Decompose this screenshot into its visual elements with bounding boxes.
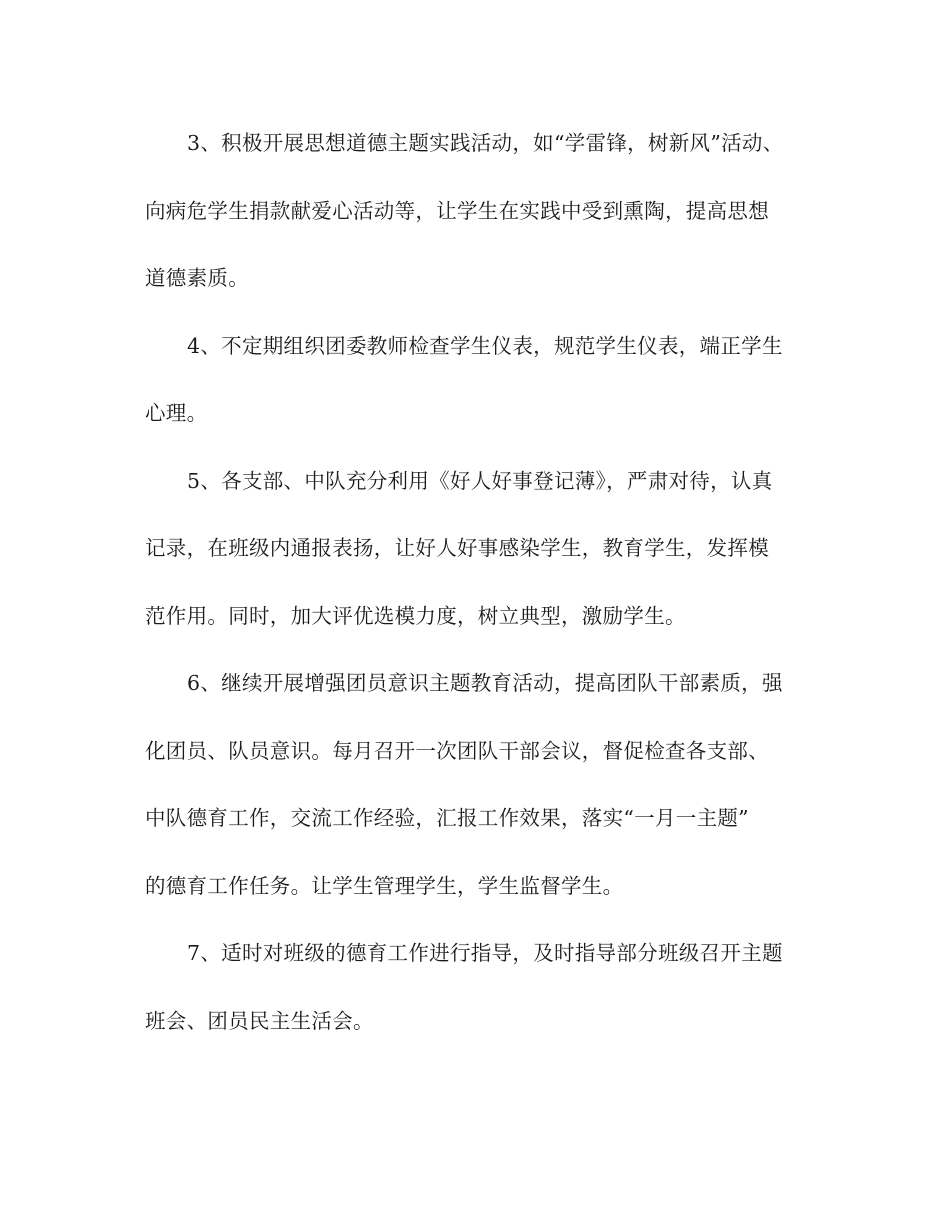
- paragraph-4-line-2: 心理。: [145, 401, 208, 425]
- paragraph-7-line-2: 班会、团员民主生活会。: [145, 1008, 374, 1033]
- paragraph-5-line-2: 记录，在班级内通报表扬，让好人好事感染学生，教育学生，发挥模: [145, 536, 769, 560]
- paragraph-5-line-1: 5、各支部、中队充分利用《好人好事登记薄》，严肃对待，认真: [187, 468, 773, 493]
- paragraph-6-line-4: 的德育工作任务。让学生管理学生，学生监督学生。: [145, 873, 624, 898]
- paragraph-4-line-1: 4、不定期组织团委教师检查学生仪表，规范学生仪表，端正学生: [187, 333, 783, 358]
- paragraph-6-line-1: 6、继续开展增强团员意识主题教育活动，提高团队干部素质，强: [187, 671, 783, 695]
- body-text: [145, 118, 810, 1063]
- paragraph-7-line-1: 7、适时对班级的德育工作进行指导，及时指导部分班级召开主题: [187, 941, 783, 965]
- paragraph-3-line-2: 向病危学生捐款献爱心活动等，让学生在实践中受到熏陶，提高思想: [145, 198, 769, 223]
- paragraph-3-line-1: 3、积极开展思想道德主题实践活动，如“学雷锋，树新风”活动、: [187, 131, 784, 155]
- paragraph-3-line-3: 道德素质。: [145, 266, 249, 290]
- paragraph-6-line-2: 化团员、队员意识。每月召开一次团队干部会议，督促检查各支部、: [145, 738, 769, 763]
- paragraph-6-line-3: 中队德育工作，交流工作经验，汇报工作效果，落实“一月一主题”: [145, 806, 749, 830]
- paragraph-5-line-3: 范作用。同时，加大评优选模力度，树立典型，激励学生。: [145, 603, 686, 628]
